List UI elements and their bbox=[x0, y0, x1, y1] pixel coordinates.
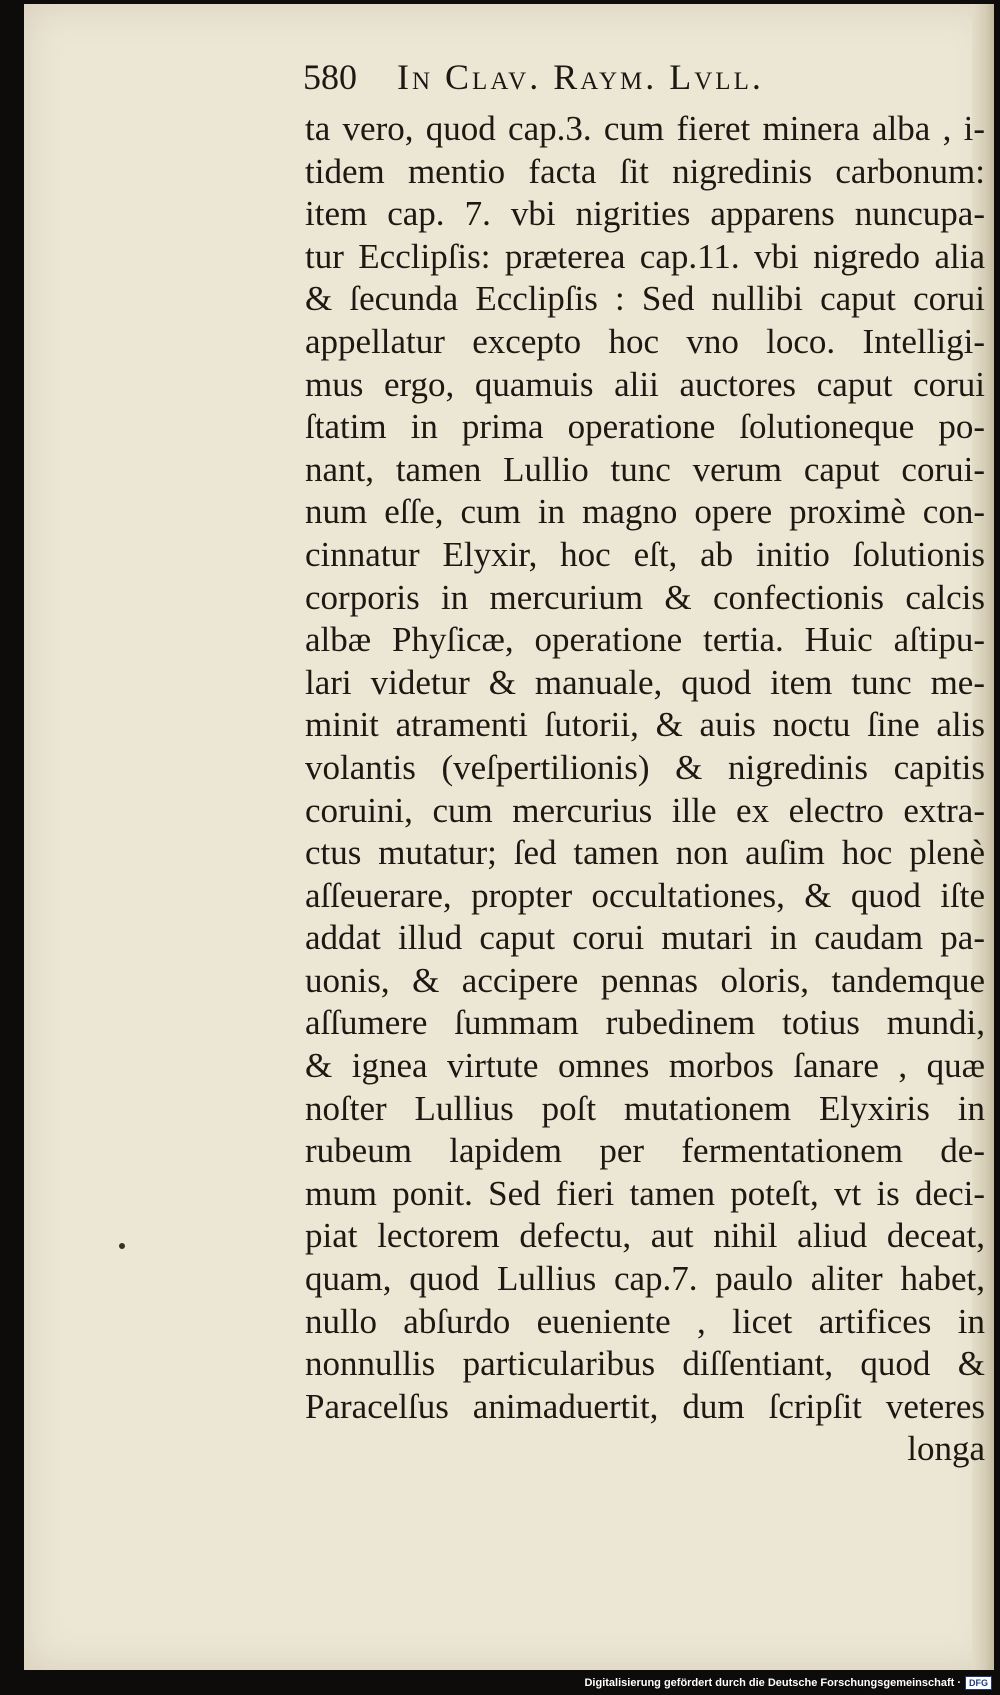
text-line: noſter Lullius poſt mutationem Elyxiris in bbox=[305, 1088, 985, 1128]
text-line: volantis (veſpertilionis) & nigredinis capitis bbox=[305, 747, 985, 787]
credit-text: Digitalisierung gefördert durch die Deutsche Forschungsgemeinschaft · bbox=[584, 1677, 961, 1689]
text-line: albæ Phyſicæ, operatione tertia. Huic aſtipu- bbox=[305, 620, 985, 660]
text-line: lari videtur & manuale, quod item tunc me- bbox=[305, 662, 985, 702]
text-line: nant, tamen Lullio tunc verum caput corui- bbox=[305, 449, 985, 489]
text-line: nullo abſurdo eueniente , licet artifices in bbox=[305, 1301, 985, 1341]
text-line: mus ergo, quamuis alii auctores caput corui bbox=[305, 364, 985, 404]
text-line: tur Ecclipſis: prætereа cap.11. vbi nigredo alia bbox=[305, 236, 985, 276]
text-line: quam, quod Lullius cap.7. paulo aliter habet, bbox=[305, 1259, 985, 1299]
catchword: longa bbox=[907, 1429, 985, 1469]
text-line: aſſeuerare, propter occultationes, & quod iſte bbox=[305, 875, 985, 915]
text-line: ſtatim in prima operatione ſolutioneque po- bbox=[305, 407, 985, 447]
text-line: nonnullis particularibus diſſentiant, quod & bbox=[305, 1344, 985, 1384]
text-line: & ſecunda Ecclipſis : Sed nullibi caput corui bbox=[305, 279, 985, 319]
text-line: appellatur excepto hoc vno loco. Intelligi- bbox=[305, 321, 985, 361]
page-number: 580 bbox=[303, 57, 357, 97]
ink-speck bbox=[119, 1243, 125, 1249]
text-line: coruini, cum mercurius ille ex electro extra- bbox=[305, 790, 985, 830]
text-line: uonis, & accipere pennas oloris, tandemque bbox=[305, 960, 985, 1000]
text-line: aſſumere ſummam rubedinem totius mundi, bbox=[305, 1003, 985, 1043]
text-line: cinnatur Elyxir, hoc eſt, ab initio ſolutionis bbox=[305, 534, 985, 574]
text-line: corporis in mercurium & confectionis calcis bbox=[305, 577, 985, 617]
text-line: minit atramenti ſutorii, & auis noctu ſine alis bbox=[305, 705, 985, 745]
text-line: ta vero, quod cap.3. cum fieret minera alba , i- bbox=[305, 109, 985, 148]
running-title: In Clav. Raym. Lvll. bbox=[397, 57, 764, 97]
text-line: item cap. 7. vbi nigrities apparens nuncupa- bbox=[305, 194, 985, 234]
text-line: & ignea virtute omnes morbos ſanare , quæ bbox=[305, 1046, 985, 1086]
dfg-logo: DFG bbox=[965, 1676, 992, 1690]
text-line: addat illud caput corui mutari in caudam pa- bbox=[305, 918, 985, 958]
text-line: Paracelſus animaduertit, dum ſcripſit veteres bbox=[305, 1386, 985, 1426]
text-line: piat lectorem defectu, aut nihil aliud deceat, bbox=[305, 1216, 985, 1256]
text-line: num eſſe, cum in magno opere proximè con- bbox=[305, 492, 985, 532]
page-header bbox=[303, 56, 903, 98]
text-line: tidem mentio facta ſit nigredinis carbonum: bbox=[305, 151, 985, 191]
text-line: ctus mutatur; ſed tamen non auſim hoc plenè bbox=[305, 833, 985, 873]
text-line: rubeum lapidem per fermentationem de- bbox=[305, 1131, 985, 1171]
body-text bbox=[305, 108, 985, 1471]
digitization-credit bbox=[584, 1676, 992, 1690]
text-line: mum ponit. Sed fieri tamen poteſt, vt is deci- bbox=[305, 1173, 985, 1213]
